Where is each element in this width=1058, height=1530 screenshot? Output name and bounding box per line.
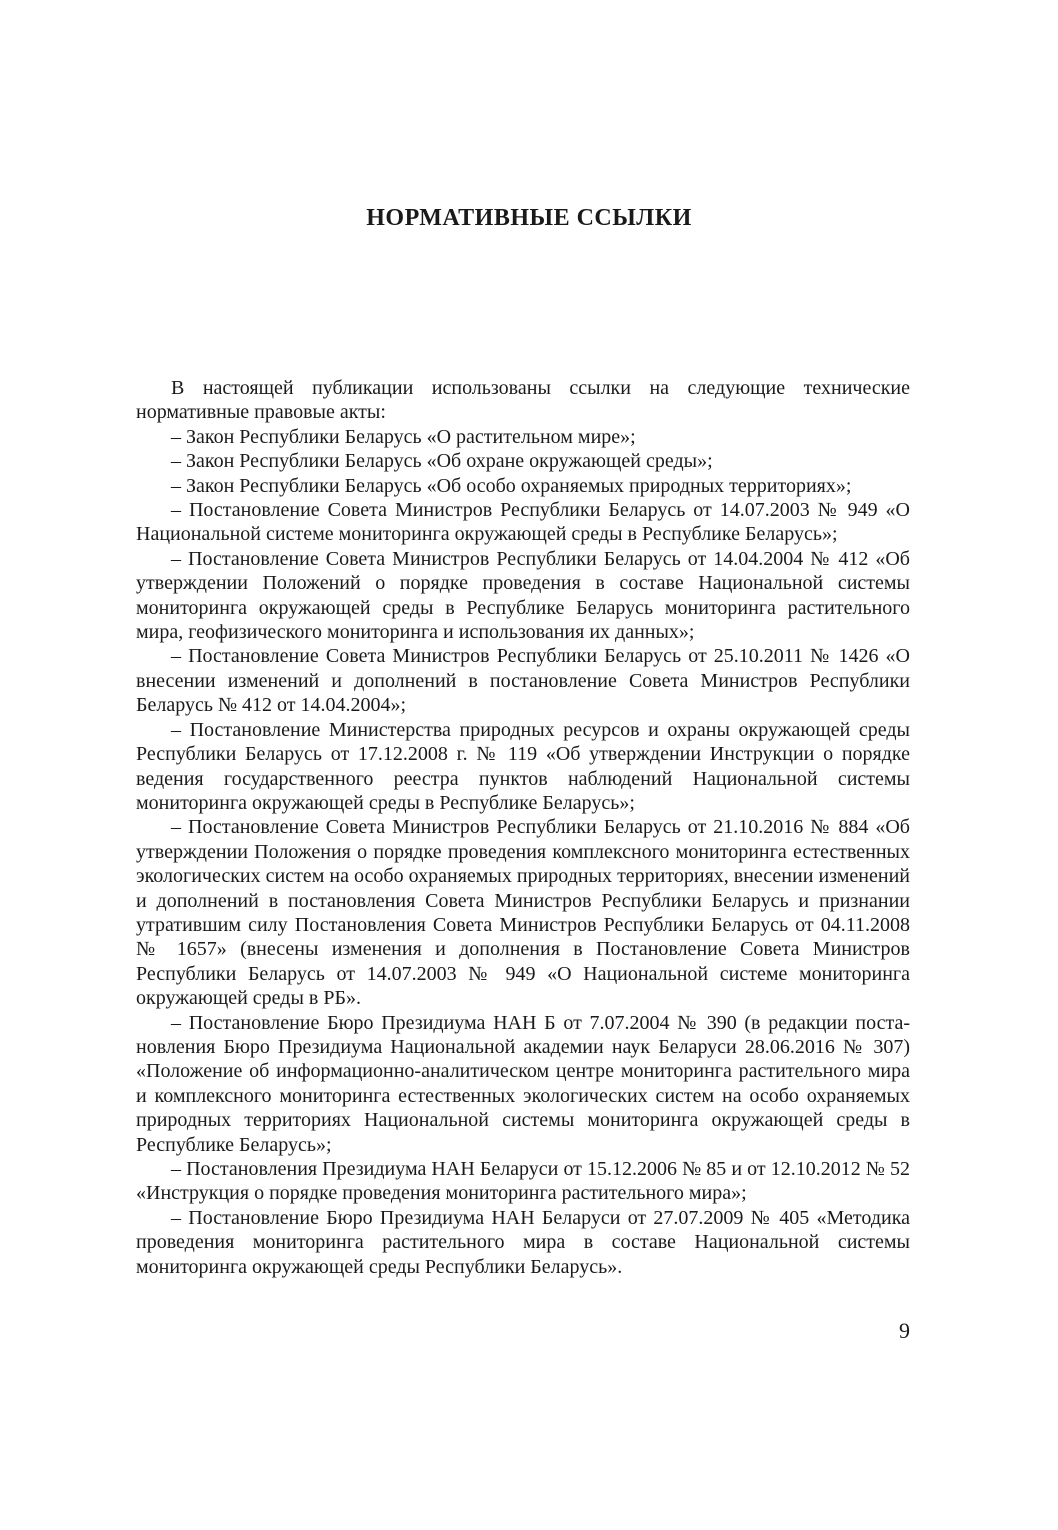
reference-item: – Постановление Бюро Президиума НАН Б от 7.07.2004 № 390 (в редакции постановления Бюро Президиума Национальной академии наук Беларуси 28.06.2016 № 307) «Положение об информационно-аналитическом центре мониторинга растительного мира и комплексного мониторинга естественных экологических систем на особо охраняемых природных территориях Национальной системы мониторинга окружающей среды в Республике Беларусь»;	[136, 1011, 910, 1156]
reference-item: – Постановление Совета Министров Республики Беларусь от 25.10.2011 № 1426 «О внесении изменений и дополнений в постановление Совета Министров Республики Беларусь № 412 от 14.04.2004»;	[136, 645, 910, 717]
page-title: НОРМАТИВНЫЕ ССЫЛКИ	[366, 205, 692, 231]
reference-item: – Постановление Совета Министров Республики Беларусь от 14.07.2003 № 949 «О Национальной системе мониторинга окружающей среды в Республике Беларусь»;	[136, 499, 910, 546]
intro-paragraph: В настоящей публикации использованы ссылки на следующие технические нормативные правовые акты:	[136, 377, 910, 424]
reference-item: – Закон Республики Беларусь «Об охране окружающей среды»;	[171, 450, 713, 473]
reference-item: – Постановление Совета Министров Республики Беларусь от 21.10.2016 № 884 «Об утверждении Положения о порядке проведения комплексного мониторинга естественных экологических систем на особо охраняемых природных территориях, внесении изменений и дополнений в постановления Совета Министров Республики Беларусь и признании утратившим силу Постановления Совета Министров Республики Беларусь от 04.11.2008 № 1657» (внесены изменения и дополнения в Постановление Совета Министров Республики Беларусь от 14.07.2003 № 949 «О Национальной системе мониторинга окружающей среды в РБ».	[136, 816, 910, 1010]
page-number: 9	[899, 1318, 910, 1343]
reference-item: – Постановления Президиума НАН Беларуси от 15.12.2006 № 85 и от 12.10.2012 № 52 «Инструкция о порядке проведения мониторинга растительного мира»;	[136, 1158, 910, 1205]
reference-item: – Постановление Бюро Президиума НАН Беларуси от 27.07.2009 № 405 «Методика проведения мониторинга растительного мира в составе Национальной системы мониторинга окружающей среды Республики Беларусь».	[136, 1206, 910, 1278]
references-body	[136, 376, 910, 1279]
reference-item: – Закон Республики Беларусь «Об особо охраняемых природных территориях»;	[171, 474, 852, 497]
reference-item: – Закон Республики Беларусь «О растительном мире»;	[171, 425, 636, 448]
reference-item: – Постановление Совета Министров Республики Беларусь от 14.04.2004 № 412 «Об утверждении Положений о порядке проведения в составе Национальной системы мониторинга окружающей среды в Республике Беларусь мониторинга растительного мира, геофизического мониторинга и использования их данных»;	[136, 547, 910, 644]
reference-item: – Постановление Министерства природных ресурсов и охраны окружающей среды Республики Беларусь от 17.12.2008 г. № 119 «Об утверждении Инструкции о порядке ведения государственного реестра пунктов наблюдений Национальной системы мониторинга окружающей среды в Республике Беларусь»;	[136, 718, 910, 814]
